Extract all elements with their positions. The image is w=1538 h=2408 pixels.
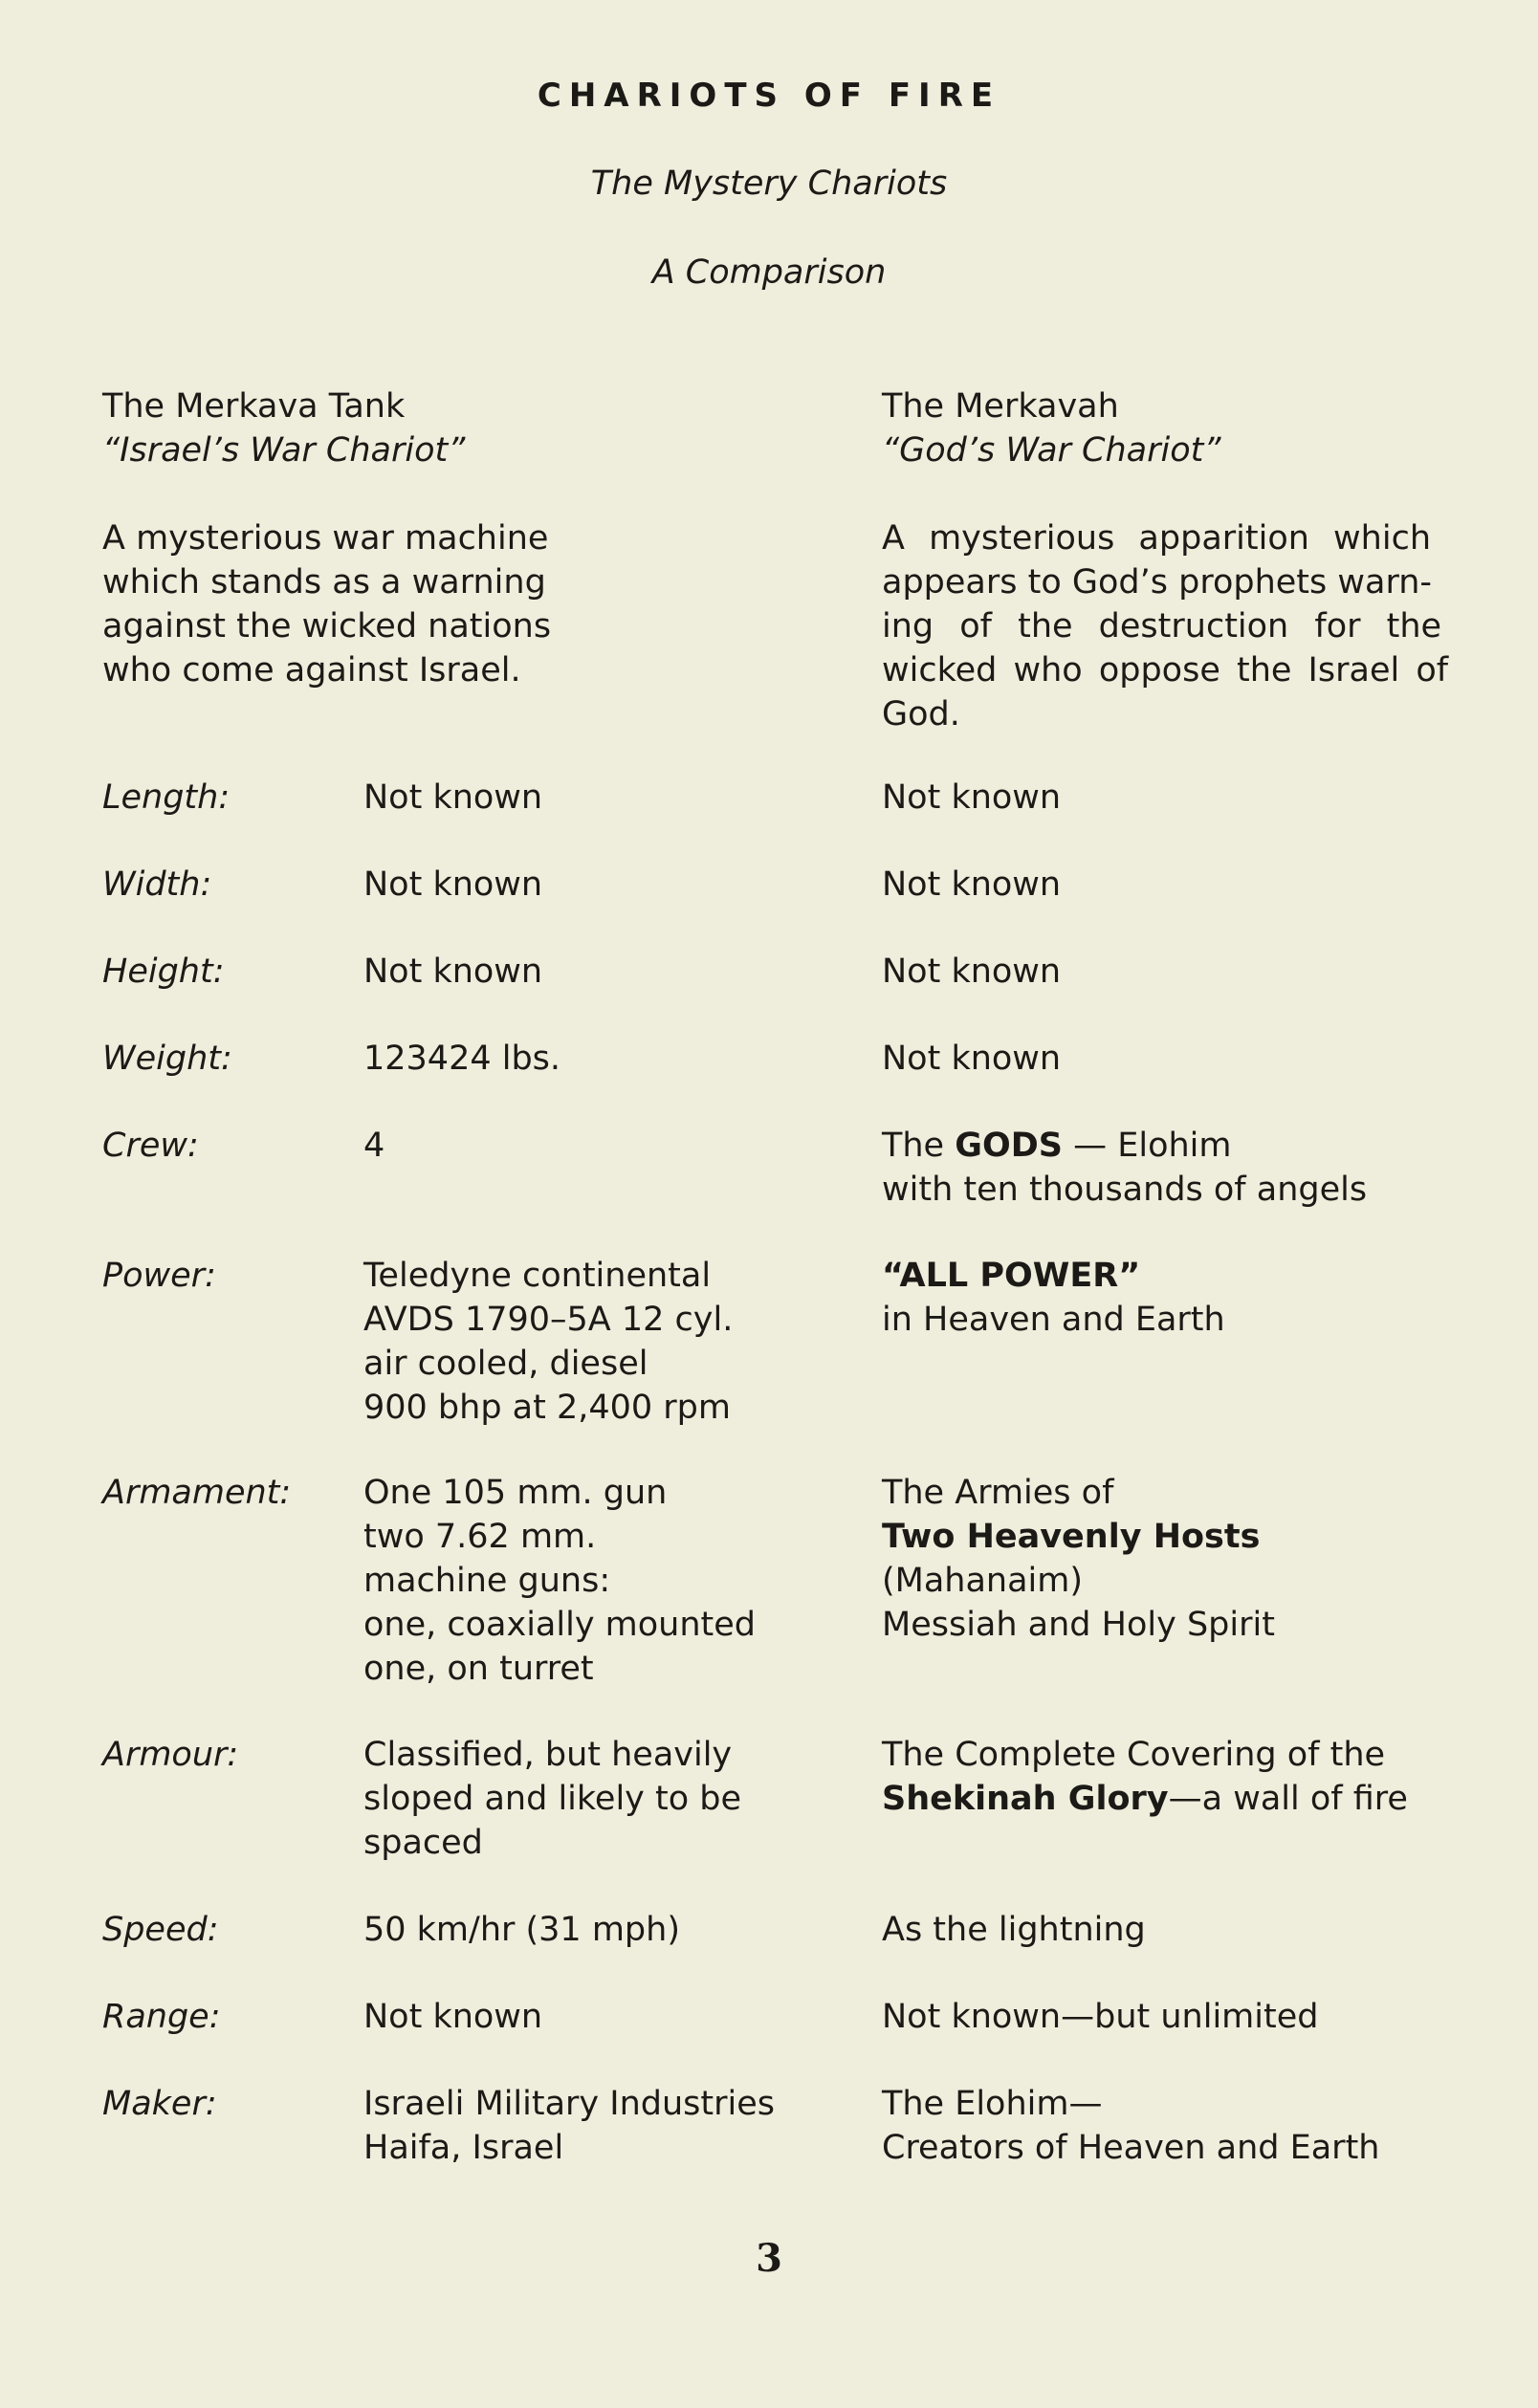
row-label: Power: [102,1257,216,1295]
tank-value: 4 [363,1127,385,1165]
merkavah-value [882,1471,1456,1647]
row-label: Range: [102,1998,221,2036]
value-line: machine guns: [363,1562,611,1600]
merkavah-value [882,1124,1456,1212]
row-label: Height: [102,952,225,991]
tank-value: Not known [363,952,543,991]
bold-run: Shekinah Glory [882,1780,1169,1818]
value-line: One 105 mm. gun [363,1474,668,1512]
merkavah-value [882,1254,1456,1342]
merkavah-value: Not known [882,952,1062,991]
value-line [882,1777,1456,1821]
tank-heading [102,384,465,472]
value-line: air cooled, diesel [363,1345,648,1383]
row-label: Speed: [102,1911,219,1949]
crew-line: with ten thousands of angels [882,1171,1368,1209]
value-line: sloped and likely to be [363,1780,742,1818]
row-label: Weight: [102,1040,232,1078]
desc-line: A mysterious apparition which [882,519,1432,558]
row-label: Width: [102,865,212,904]
tank-value: 50 km/hr (31 mph) [363,1911,680,1949]
tank-value: Not known [363,1998,543,2036]
row-label: Length: [102,778,231,817]
value-line: Classified, but heavily [363,1736,733,1774]
text-run: —a wall of fire [1168,1780,1408,1818]
value-line: Israeli Military Industries [363,2085,776,2123]
value-line: AVDS 1790–5A 12 cyl. [363,1301,734,1339]
tank-value [363,1471,861,1691]
value-line: Creators of Heaven and Earth [882,2129,1380,2167]
desc-line: A mysterious war machine [102,519,549,558]
value-line: spaced [363,1824,483,1862]
value-line: one, coaxially mounted [363,1606,757,1644]
merkavah-value: Not known [882,865,1062,904]
merkavah-value: As the lightning [882,1911,1146,1949]
bold-run: “ALL POWER” [882,1257,1141,1295]
tank-nickname: “Israel’s War Chariot” [102,431,466,470]
text-run: The [882,1127,956,1165]
value-line: The Elohim— [882,2085,1103,2123]
tank-value [363,2082,861,2170]
merkavah-value [882,1733,1456,1821]
value-line: two 7.62 mm. [363,1518,597,1556]
tank-description [102,516,638,692]
merkavah-description [882,516,1449,736]
page-number: 3 [756,2236,782,2281]
running-head: CHARIOTS OF FIRE [537,77,1001,115]
desc-line: who come against Israel. [102,651,521,690]
desc-line: wicked who oppose the Israel of [882,651,1449,690]
tank-value: Not known [363,778,543,817]
merkavah-nickname: “God’s War Chariot” [882,431,1221,470]
tank-value: Not known [363,865,543,904]
tank-name: The Merkava Tank [102,387,406,426]
value-line: (Mahanaim) [882,1562,1084,1600]
crew-line [882,1124,1456,1168]
tank-value [363,1733,861,1865]
value-line: The Complete Covering of the [882,1736,1386,1774]
value-line: Messiah and Holy Spirit [882,1606,1275,1644]
tank-value: 123424 lbs. [363,1040,561,1078]
desc-line: appears to God’s prophets warn- [882,563,1433,602]
value-line: Teledyne continental [363,1257,712,1295]
value-line: one, on turret [363,1650,594,1688]
merkavah-value: Not known—but unlimited [882,1998,1319,2036]
merkavah-value [882,2082,1456,2170]
value-line: in Heaven and Earth [882,1301,1225,1339]
desc-line: which stands as a warning [102,563,546,602]
subtitle: The Mystery Chariots [590,164,948,203]
row-label: Armour: [102,1736,239,1774]
value-line: Haifa, Israel [363,2129,564,2167]
subtitle-comparison: A Comparison [651,253,887,292]
merkavah-name: The Merkavah [882,387,1119,426]
text-run: — Elohim [1062,1127,1232,1165]
merkavah-value: Not known [882,778,1062,817]
bold-run: GODS [955,1127,1063,1165]
desc-line: against the wicked nations [102,607,552,646]
row-label: Crew: [102,1127,199,1165]
row-label: Maker: [102,2085,217,2123]
bold-run: Two Heavenly Hosts [882,1518,1261,1556]
desc-line: God. [882,695,960,733]
merkavah-heading [882,384,1220,472]
desc-line: ing of the destruction for the [882,607,1442,646]
value-line: 900 bhp at 2,400 rpm [363,1389,731,1427]
row-label: Armament: [102,1474,292,1512]
merkavah-value: Not known [882,1040,1062,1078]
tank-value [363,1254,861,1430]
value-line: The Armies of [882,1474,1114,1512]
